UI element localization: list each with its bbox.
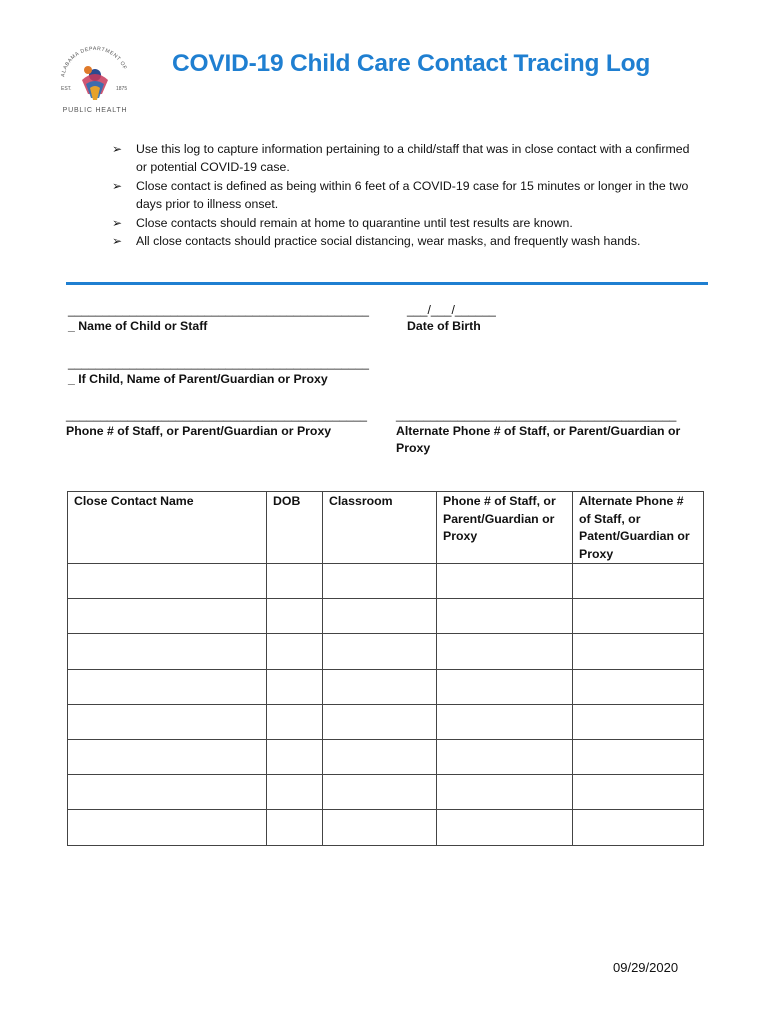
- name-field[interactable]: [68, 302, 369, 335]
- table-row: [68, 634, 704, 669]
- section-divider: [66, 282, 708, 285]
- table-cell[interactable]: [323, 739, 437, 774]
- table-header-row: [68, 492, 704, 564]
- table-cell[interactable]: [68, 810, 267, 845]
- table-cell[interactable]: [323, 810, 437, 845]
- column-header: Classroom: [323, 492, 437, 564]
- table-cell[interactable]: [267, 599, 323, 634]
- instructions-list: [112, 140, 692, 250]
- table-cell[interactable]: [437, 810, 573, 845]
- table-row: [68, 704, 704, 739]
- name-input-line[interactable]: ____________________________________________: [68, 303, 369, 317]
- table-cell[interactable]: [437, 704, 573, 739]
- table-cell[interactable]: [573, 564, 704, 599]
- table-cell[interactable]: [437, 775, 573, 810]
- table-row: [68, 599, 704, 634]
- instruction-text: Use this log to capture information pertaining to a child/staff that was in close contact with a confirmed or potential COVID-19 case.: [136, 142, 690, 175]
- table-cell[interactable]: [323, 669, 437, 704]
- contact-log-table: [67, 491, 704, 846]
- instruction-item: [112, 140, 692, 177]
- alt-phone-input-line[interactable]: _________________________________________: [396, 408, 677, 422]
- table-cell[interactable]: [68, 634, 267, 669]
- instruction-item: [112, 232, 692, 250]
- instruction-text: All close contacts should practice social distancing, wear masks, and frequently wash hands.: [136, 234, 641, 249]
- column-header: Close Contact Name: [68, 492, 267, 564]
- arrow-right-icon: ➢: [112, 234, 123, 249]
- table-cell[interactable]: [573, 669, 704, 704]
- table-cell[interactable]: [573, 775, 704, 810]
- instruction-item: [112, 177, 692, 214]
- table-cell[interactable]: [267, 564, 323, 599]
- name-label: _ Name of Child or Staff: [68, 319, 208, 333]
- table-cell[interactable]: [267, 704, 323, 739]
- table-cell[interactable]: [267, 669, 323, 704]
- parent-input-line[interactable]: ____________________________________________: [68, 356, 369, 370]
- dob-field[interactable]: [407, 302, 496, 335]
- table-cell[interactable]: [68, 739, 267, 774]
- column-header: Phone # of Staff, or Parent/Guardian or Proxy: [437, 492, 573, 564]
- arrow-right-icon: ➢: [112, 215, 123, 230]
- arrow-right-icon: ➢: [112, 142, 123, 156]
- table-cell[interactable]: [573, 599, 704, 634]
- table-row: [68, 810, 704, 845]
- arrow-right-icon: ➢: [112, 178, 123, 193]
- table-cell[interactable]: [323, 599, 437, 634]
- table-cell[interactable]: [437, 564, 573, 599]
- table-cell[interactable]: [323, 775, 437, 810]
- instruction-text: Close contact is defined as being within 6 feet of a COVID-19 case for 15 minutes or longer in the two days prior to illness onset.: [136, 178, 689, 212]
- logo-bottom-text: PUBLIC HEALTH: [62, 107, 128, 114]
- column-header: Alternate Phone # of Staff, or Patent/Guardian or Proxy: [573, 492, 704, 564]
- column-header: DOB: [267, 492, 323, 564]
- table-cell[interactable]: [267, 810, 323, 845]
- parent-label: _ If Child, Name of Parent/Guardian or Proxy: [68, 372, 328, 386]
- table-cell[interactable]: [437, 669, 573, 704]
- logo-year: 1875: [116, 86, 128, 92]
- public-health-logo: [52, 38, 138, 124]
- table-cell[interactable]: [267, 775, 323, 810]
- phone-label: Phone # of Staff, or Parent/Guardian or Proxy: [66, 424, 332, 438]
- table-row: [68, 564, 704, 599]
- parent-field[interactable]: [68, 355, 369, 388]
- table-cell[interactable]: [573, 704, 704, 739]
- table-cell[interactable]: [437, 599, 573, 634]
- alt-phone-label: Alternate Phone # of Staff, or Parent/Guardian or Proxy: [396, 424, 681, 455]
- phone-field[interactable]: [66, 407, 367, 440]
- table-cell[interactable]: [68, 669, 267, 704]
- alt-phone-field[interactable]: [396, 407, 686, 457]
- table-cell[interactable]: [437, 634, 573, 669]
- page-title: COVID-19 Child Care Contact Tracing Log: [172, 50, 651, 77]
- table-cell[interactable]: [573, 810, 704, 845]
- table-cell[interactable]: [267, 634, 323, 669]
- table-cell[interactable]: [68, 564, 267, 599]
- table-cell[interactable]: [323, 634, 437, 669]
- table-cell[interactable]: [68, 775, 267, 810]
- table-cell[interactable]: [323, 704, 437, 739]
- table-cell[interactable]: [267, 739, 323, 774]
- instruction-text: Close contacts should remain at home to quarantine until test results are known.: [136, 215, 573, 230]
- table-cell[interactable]: [573, 739, 704, 774]
- phone-input-line[interactable]: ____________________________________________: [66, 408, 367, 422]
- table-cell[interactable]: [323, 564, 437, 599]
- table-cell[interactable]: [68, 599, 267, 634]
- logo-est: EST.: [61, 86, 72, 92]
- table-row: [68, 739, 704, 774]
- table-cell[interactable]: [68, 704, 267, 739]
- instruction-item: [112, 214, 692, 232]
- logo-arc-text: ALABAMA DEPARTMENT OF: [60, 46, 128, 78]
- footer-date: 09/29/2020: [613, 960, 679, 975]
- table-row: [68, 775, 704, 810]
- dob-input-line[interactable]: ___/___/______: [407, 303, 496, 317]
- table-cell[interactable]: [573, 634, 704, 669]
- dob-label: Date of Birth: [407, 319, 481, 333]
- table-row: [68, 669, 704, 704]
- public-health-seal-icon: [52, 38, 138, 124]
- table-cell[interactable]: [437, 739, 573, 774]
